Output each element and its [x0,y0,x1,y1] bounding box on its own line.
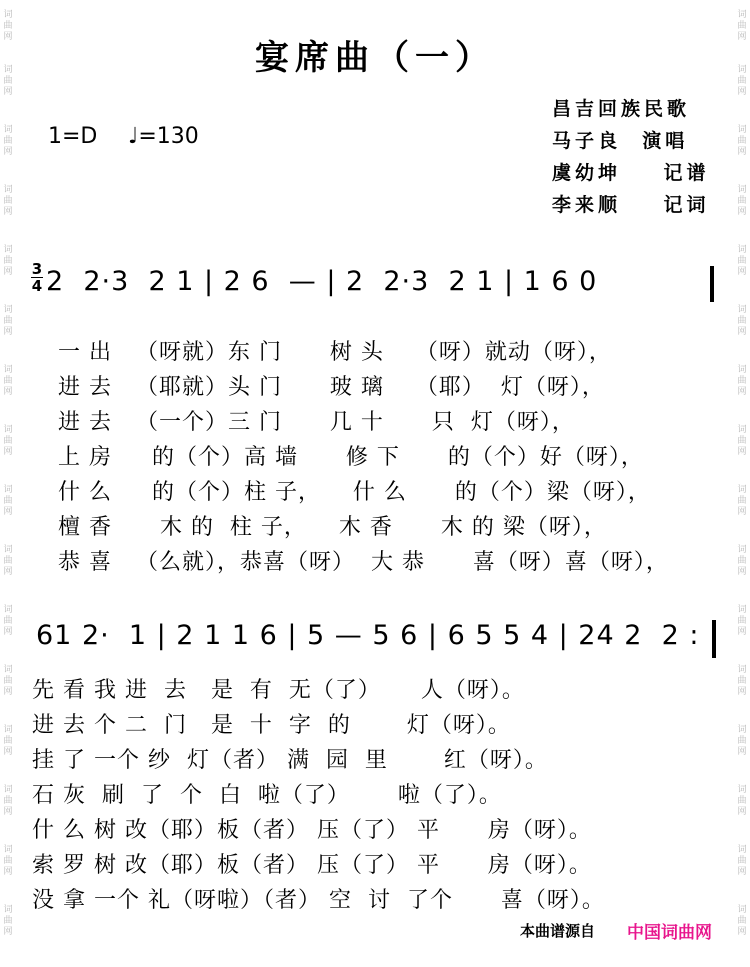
watermark-left-10: 词 曲 网 [3,545,13,577]
watermark-right-4: 词 曲 网 [737,185,747,217]
watermark-right-10: 词 曲 网 [737,545,747,577]
credit-lyrics: 李来顺 记词 [552,194,710,216]
credit-notation: 虞幼坤 记谱 [552,162,710,184]
credit-singer: 马子良 演唱 [552,130,689,152]
watermark-right-2: 词 曲 网 [737,65,747,97]
lyric-line-1-verse-3: 进 去 （一个）三 门 几 十 只 灯（呀）， [58,410,575,435]
lyric-line-2-verse-6: 索 罗 树 改（耶）板（者） 压（了） 平 房（呀）。 [32,853,592,878]
watermark-left-13: 词 曲 网 [3,725,13,757]
watermark-left-2: 词 曲 网 [3,65,13,97]
lyric-line-2-verse-1: 先 看 我 进 去 是 有 无（了） 人（呀）。 [32,678,525,703]
lyric-line-2-verse-3: 挂 了 一个 纱 灯（者） 满 园 里 红（呀）。 [32,748,548,773]
double-barline-1 [710,266,714,302]
watermark-right-5: 词 曲 网 [737,245,747,277]
watermark-right-16: 词 曲 网 [737,905,747,937]
source-label: 本曲谱源自 [520,922,596,940]
watermark-right-12: 词 曲 网 [737,665,747,697]
time-signature [31,262,43,293]
page-title: 宴席曲（一） [255,38,495,78]
key-signature: 1=D [48,124,98,149]
watermark-left-14: 词 曲 网 [3,785,13,817]
watermark-right-7: 词 曲 网 [737,365,747,397]
lyric-line-1-verse-2: 进 去 （耶就）头 门 玻 璃 （耶） 灯（呀）， [58,375,605,400]
lyric-line-1-verse-5: 什 么 的（个）柱 子， 什 么 的（个）梁（呀）， [58,480,651,505]
tempo-marking: ♩=130 [128,124,199,149]
repeat-barline [712,620,716,658]
watermark-left-11: 词 曲 网 [3,605,13,637]
watermark-right-13: 词 曲 网 [737,725,747,757]
lyric-line-1-verse-7: 恭 喜 （么就），恭喜（呀） 大 恭 喜（呀）喜（呀）， [58,550,669,575]
watermark-left-5: 词 曲 网 [3,245,13,277]
watermark-left-15: 词 曲 网 [3,845,13,877]
watermark-right-11: 词 曲 网 [737,605,747,637]
watermark-left-9: 词 曲 网 [3,485,13,517]
watermark-right-15: 词 曲 网 [737,845,747,877]
watermark-right-14: 词 曲 网 [737,785,747,817]
time-signature-bottom: 4 [31,277,43,295]
watermark-right-9: 词 曲 网 [737,485,747,517]
lyric-line-2-verse-5: 什 么 树 改（耶）板（者） 压（了） 平 房（呀）。 [32,818,592,843]
watermark-left-8: 词 曲 网 [3,425,13,457]
watermark-right-3: 词 曲 网 [737,125,747,157]
lyric-line-2-verse-4: 石 灰 刷 了 个 白 啦（了） 啦（了）。 [32,783,502,808]
lyric-line-1-verse-4: 上 房 的（个）高 墙 修 下 的（个）好（呀）， [58,445,644,470]
watermark-left-12: 词 曲 网 [3,665,13,697]
watermark-right-6: 词 曲 网 [737,305,747,337]
watermark-left-3: 词 曲 网 [3,125,13,157]
watermark-left-4: 词 曲 网 [3,185,13,217]
watermark-left-6: 词 曲 网 [3,305,13,337]
watermark-right-1: 词 曲 网 [737,10,747,42]
watermark-left-16: 词 曲 网 [3,905,13,937]
melody-line-1: 2 2·3 2 1 | 2 6 — | 2 2·3 2 1 | 1 6 0 [46,266,598,297]
watermark-left-1: 词 曲 网 [3,10,13,42]
watermark-right-8: 词 曲 网 [737,425,747,457]
lyric-line-1-verse-6: 檀 香 木 的 柱 子， 木 香 木 的 梁（呀）， [58,515,607,540]
lyric-line-2-verse-7: 没 拿 一个 礼（呀啦）（者） 空 讨 了个 喜（呀）。 [32,888,605,913]
melody-line-2: 61 2· 1 | 2 1 1 6 | 5 — 5 6 | 6 5 5 4 | 24 2 2 : [36,620,700,651]
site-link[interactable]: 中国词曲网 [627,923,712,943]
lyric-line-2-verse-2: 进 去 个 二 门 是 十 字 的 灯（呀）。 [32,713,511,738]
lyric-line-1-verse-1: 一 出 （呀就）东 门 树 头 （呀）就动（呀）， [58,340,612,365]
credit-origin: 昌吉回族民歌 [552,98,691,120]
time-signature-top: 3 [31,260,43,278]
watermark-left-7: 词 曲 网 [3,365,13,397]
